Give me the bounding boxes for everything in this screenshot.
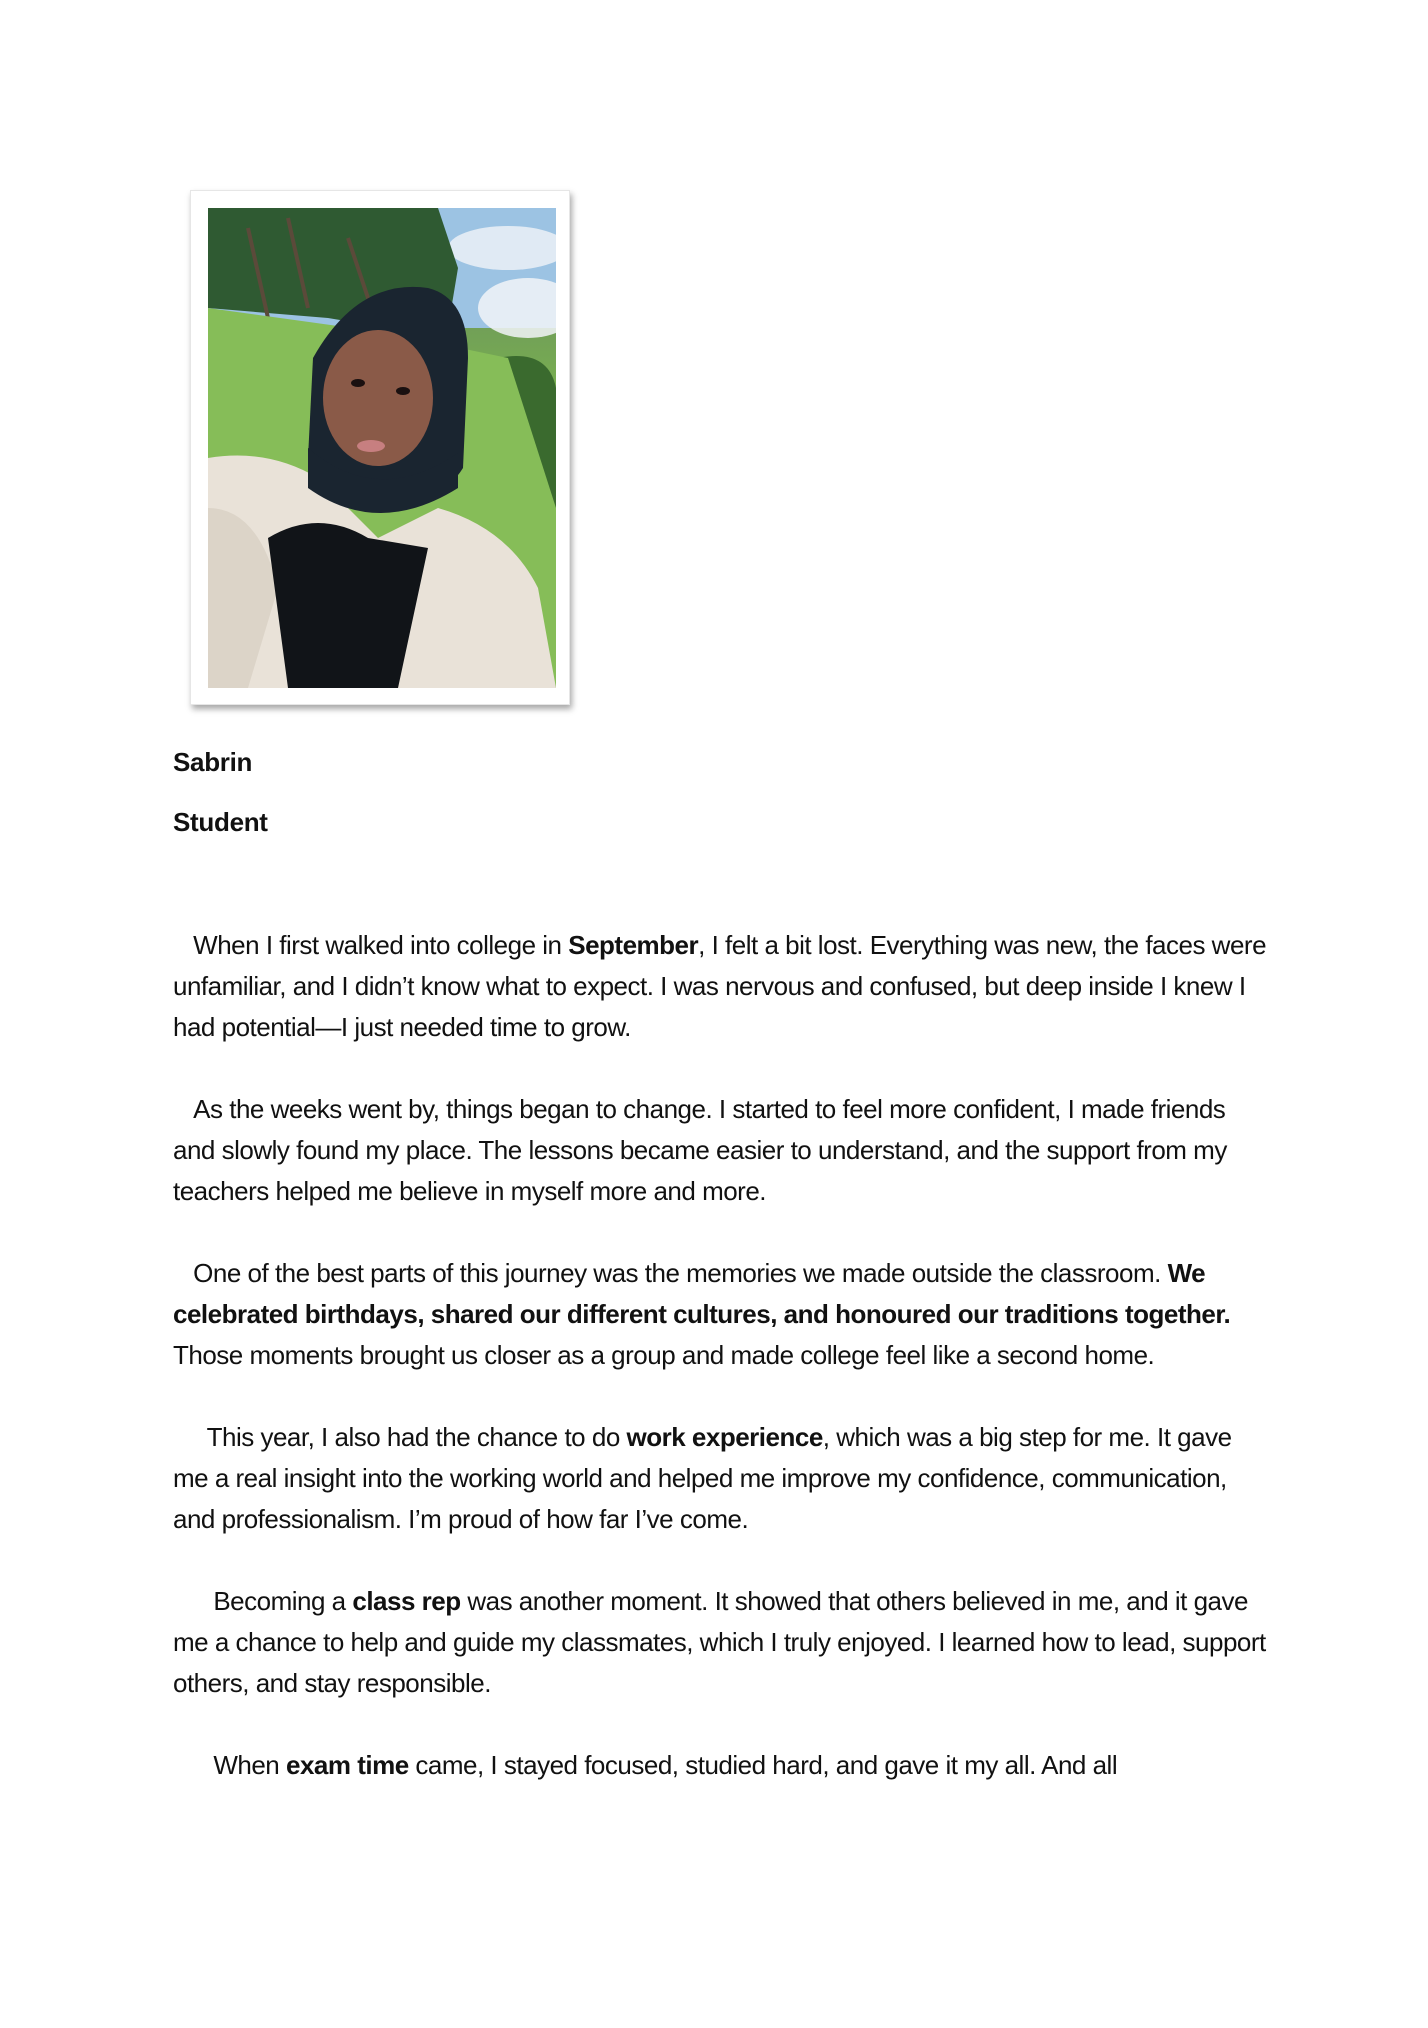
paragraph-6: When exam time came, I stayed focused, studied hard, and gave it my all. And all	[213, 1750, 1118, 1780]
emphasis-class-rep: class rep	[352, 1586, 461, 1616]
emphasis-traditions: We celebrated birthdays, shared our different cultures, and honoured our traditions together.	[173, 1258, 1231, 1329]
person-role: Student	[173, 807, 268, 837]
paragraph-2: As the weeks went by, things began to change. I started to feel more confident, I made friends and slowly found my place. The lessons became easier to understand, and the support from my teachers helped me believe in myself more and more.	[173, 1094, 1234, 1206]
emphasis-september: September	[568, 930, 699, 960]
person-name: Sabrin	[173, 747, 253, 777]
paragraph-5: Becoming a class rep was another moment. It showed that others believed in me, and it gave me a chance to help and guide my classmates, which I truly enjoyed. I learned how to lead, support others, and stay responsible.	[173, 1586, 1273, 1698]
article-body	[173, 925, 1273, 1827]
paragraph-1: When I first walked into college in September, I felt a bit lost. Everything was new, the faces were unfamiliar, and I didn’t know what to expect. I was nervous and confused, but deep inside I knew I had potential—I just needed time to grow.	[173, 930, 1273, 1042]
paragraph-4: This year, I also had the chance to do work experience, which was a big step for me. It gave me a real insight into the working world and helped me improve my confidence, communication, and professionalism. I’m proud of how far I’ve come.	[173, 1422, 1239, 1534]
profile-photo	[208, 208, 556, 688]
profile-photo-frame	[190, 190, 570, 705]
portrait-illustration	[208, 208, 556, 688]
paragraph-3: One of the best parts of this journey was the memories we made outside the classroom. We celebrated birthdays, shared our different cultures, and honoured our traditions together. Those moments brought us closer as a group and made college feel like a second home.	[173, 1258, 1237, 1370]
profile-header	[173, 747, 268, 867]
emphasis-work-experience: work experience	[626, 1422, 823, 1452]
emphasis-exam-time: exam time	[286, 1750, 409, 1780]
